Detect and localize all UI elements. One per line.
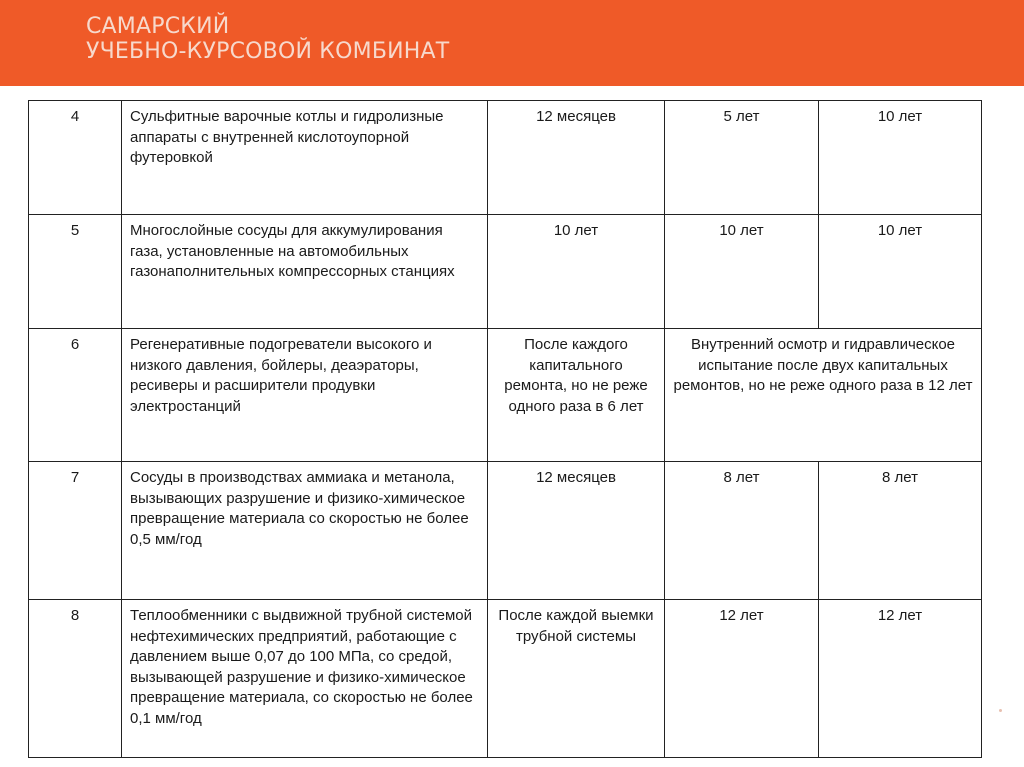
row-number: 6 bbox=[29, 329, 122, 462]
vessel-description: Сульфитные варочные котлы и гидролизные аппараты с внутренней кислотоупорной футеровкой bbox=[122, 101, 488, 215]
table-row bbox=[29, 329, 982, 462]
period-col3: 12 месяцев bbox=[488, 462, 665, 600]
row-number: 5 bbox=[29, 215, 122, 329]
period-col3: 12 месяцев bbox=[488, 101, 665, 215]
period-col3: 10 лет bbox=[488, 215, 665, 329]
period-col4: 10 лет bbox=[665, 215, 819, 329]
decorative-dot bbox=[999, 709, 1002, 712]
period-col5: 12 лет bbox=[819, 600, 982, 758]
vessel-description: Многослойные сосуды для аккумулирования газа, установленные на автомобильных газонаполнительных компрессорных станциях bbox=[122, 215, 488, 329]
row-number: 4 bbox=[29, 101, 122, 215]
table-row bbox=[29, 462, 982, 600]
brand-line-2: УЧЕБНО-КУРСОВОЙ КОМБИНАТ bbox=[86, 39, 450, 64]
brand-logo-text bbox=[86, 14, 449, 64]
row-number: 7 bbox=[29, 462, 122, 600]
period-col5: 10 лет bbox=[819, 101, 982, 215]
period-col5: 10 лет bbox=[819, 215, 982, 329]
vessel-description: Теплообменники с выдвижной трубной системой нефтехимических предприятий, работающие с давлением выше 0,07 до 100 МПа, со средой, вызывающей разрушение и физико-химическое превращение материала, со скоростью не более 0,1 мм/год bbox=[122, 600, 488, 758]
inspection-table bbox=[28, 100, 982, 758]
table-row bbox=[29, 215, 982, 329]
row-number: 8 bbox=[29, 600, 122, 758]
table-row bbox=[29, 600, 982, 758]
period-col4: 12 лет bbox=[665, 600, 819, 758]
header-bar bbox=[0, 0, 1024, 86]
table-row bbox=[29, 101, 982, 215]
period-col3: После каждого капитального ремонта, но не реже одного раза в 6 лет bbox=[488, 329, 665, 462]
vessel-description: Сосуды в производствах аммиака и метанола, вызывающих разрушение и физико-химическое превращение материала со скоростью не более 0,5 мм/год bbox=[122, 462, 488, 600]
period-col5: 8 лет bbox=[819, 462, 982, 600]
brand-line-1: САМАРСКИЙ bbox=[86, 14, 230, 39]
vessel-description: Регенеративные подогреватели высокого и низкого давления, бойлеры, деаэраторы, ресиверы и расширители продувки электростанций bbox=[122, 329, 488, 462]
period-col4: 5 лет bbox=[665, 101, 819, 215]
period-col4: 8 лет bbox=[665, 462, 819, 600]
period-col3: После каждой выемки трубной системы bbox=[488, 600, 665, 758]
period-col4-5-merged: Внутренний осмотр и гидравлическое испытание после двух капитальных ремонтов, но не реже одного раза в 12 лет bbox=[665, 329, 982, 462]
